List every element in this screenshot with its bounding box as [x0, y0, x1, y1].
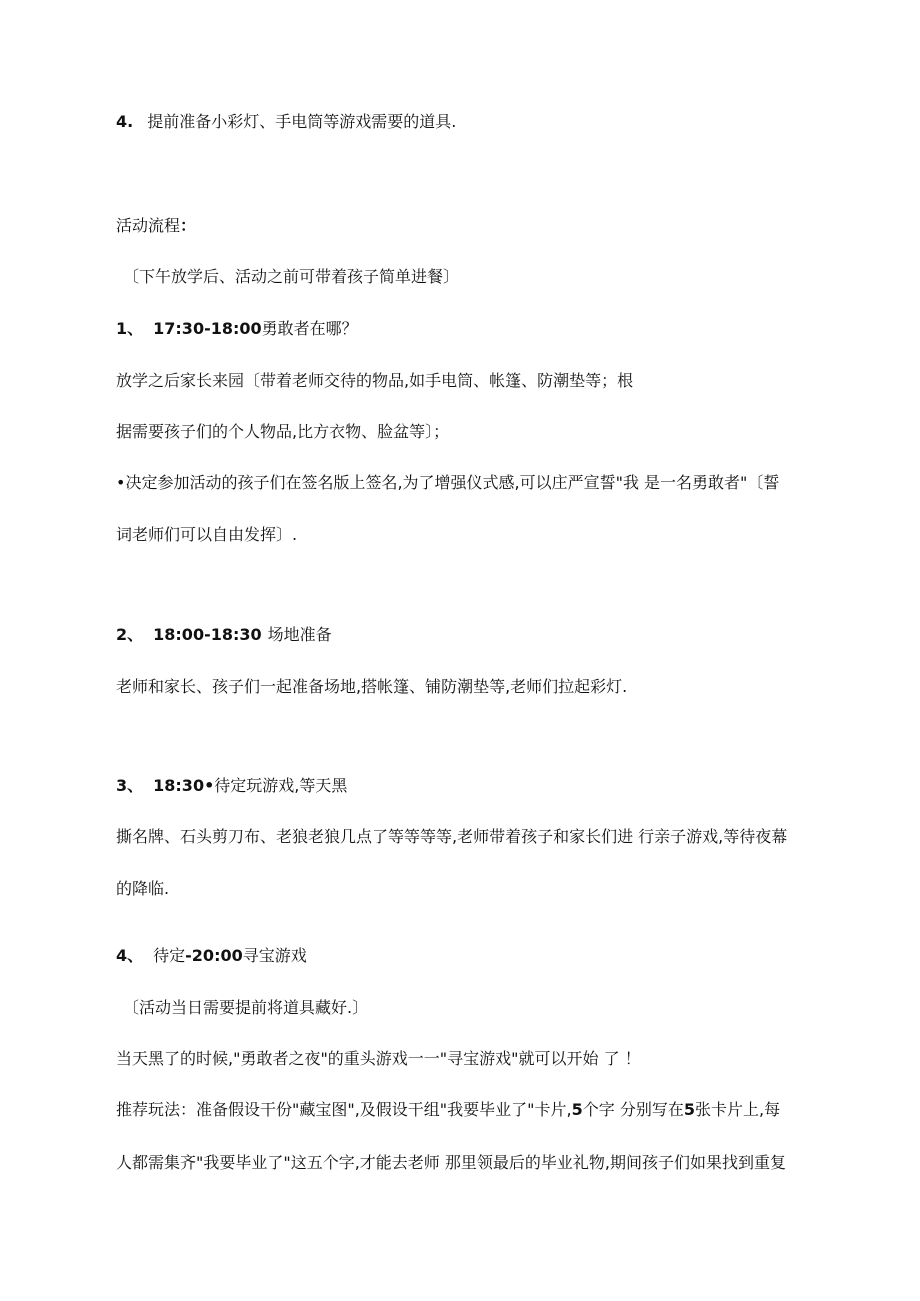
step-2-title: 场地准备: [267, 625, 332, 644]
step-3-title: 待定玩游戏,等天黑: [214, 776, 348, 795]
step-1-paragraph-4: 词老师们可以自由发挥〕.: [116, 525, 298, 544]
step-4-time-prefix: 待定: [153, 946, 186, 965]
step-1-title: 勇敢者在哪？: [261, 319, 358, 338]
prep-item-4-text: 提前准备小彩灯、手电筒等游戏需要的道具.: [147, 112, 457, 131]
step-4-heading: [116, 945, 307, 967]
step-3-number: 3、: [116, 776, 144, 795]
step-2-paragraph-1: 老师和家长、孩子们一起准备场地,搭帐篷、铺防潮垫等,老师们拉起彩灯.: [116, 677, 628, 696]
step-2-heading: [116, 624, 332, 646]
prep-item-4-number: 4.: [116, 112, 134, 131]
step-3-paragraph-1: 撕名牌、石头剪刀布、老狼老狼几点了等等等等,老师带着孩子和家长们进 行亲子游戏,等待夜幕: [116, 827, 788, 846]
process-heading-label: 活动流程: [116, 216, 181, 235]
step-1-time: 17:30-18:00: [153, 319, 262, 338]
step-1-paragraph-2: 据需要孩子们的个人物品,比方衣物、脸盆等〕；: [116, 422, 450, 441]
step-3-heading: [116, 775, 347, 797]
step-4-paragraph-3: 人都需集齐"我要毕业了"这五个字,才能去老师 那里领最后的毕业礼物,期间孩子们如果找到重复: [116, 1153, 786, 1172]
step-4-paragraph-1: 当天黑了的时候,"勇敢者之夜"的重头游戏一一"寻宝游戏"就可以开始 了 ！: [116, 1049, 641, 1068]
step-4-note: 〔活动当日需要提前将道具藏好.〕: [123, 998, 369, 1017]
process-heading-colon: ：: [180, 216, 197, 235]
step-4-paragraph-2-part-b: 个字 分别写在: [582, 1100, 684, 1119]
step-4-title: 寻宝游戏: [242, 946, 307, 965]
step-3-time: 18:30•: [153, 776, 215, 795]
step-2-number: 2、: [116, 625, 144, 644]
step-4-paragraph-2-part-a: 推荐玩法：准备假设干份"藏宝图",及假设干组"我要毕业了"卡片,: [116, 1100, 572, 1119]
step-4-paragraph-2-part-c: 张卡片上,每: [695, 1100, 781, 1119]
step-1-paragraph-1: 放学之后家长来园〔带着老师交待的物品,如手电筒、帐篷、防潮垫等；根: [116, 371, 634, 390]
step-1-paragraph-3: •决定参加活动的孩子们在签名版上签名,为了增强仪式感,可以庄严宣誓"我 是一名勇敢者"〔誓: [116, 473, 780, 492]
step-4-time: -20:00: [185, 946, 243, 965]
step-4-card-count-2: 5: [683, 1100, 695, 1119]
step-4-card-count-1: 5: [571, 1100, 583, 1119]
process-note: 〔下午放学后、活动之前可带着孩子简单进餐〕: [123, 267, 460, 286]
step-4-paragraph-2: [116, 1099, 780, 1121]
process-heading: [116, 215, 196, 237]
step-1-heading: [116, 318, 358, 340]
step-2-time: 18:00-18:30: [153, 625, 262, 644]
step-4-number: 4、: [116, 946, 144, 965]
step-1-number: 1、: [116, 319, 144, 338]
step-3-paragraph-2: 的降临.: [116, 879, 170, 898]
prep-item-4: [116, 111, 456, 133]
